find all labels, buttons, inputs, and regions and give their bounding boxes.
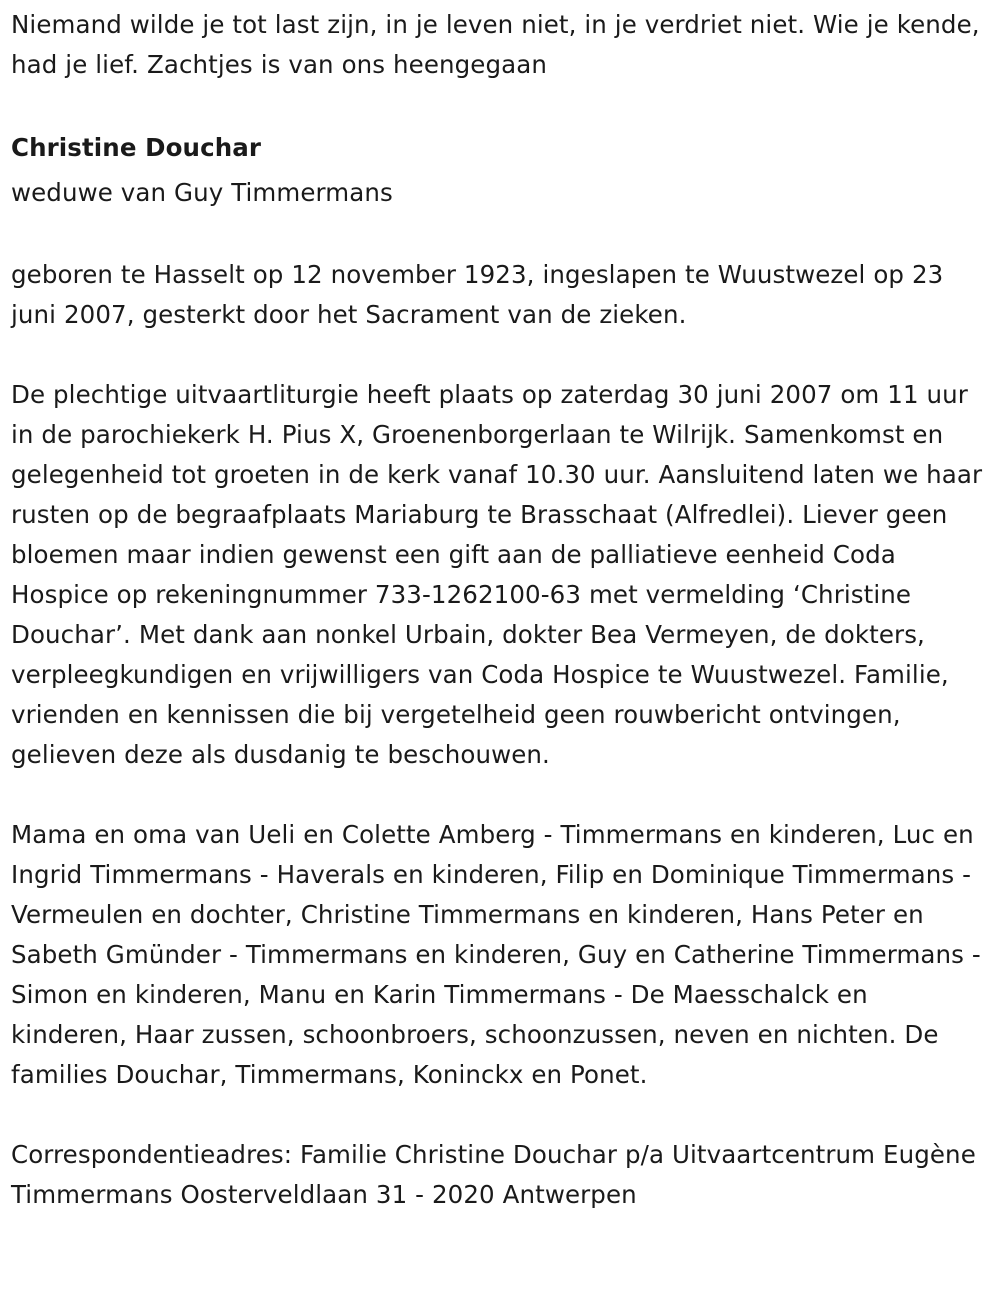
- funeral-paragraph: De plechtige uitvaartliturgie heeft plaats op zaterdag 30 juni 2007 om 11 uur in de parochiekerk H. Pius X, Groenenborgerlaan te Wilrijk. Samenkomst en gelegenheid tot groeten in de kerk vanaf 10.30 uur. Aansluitend laten we haar rusten op de begraafplaats Mariaburg te Brasschaat (Alfredlei). Liever geen bloemen maar indien gewenst een gift aan de palliatieve eenheid Coda Hospice op rekeningnummer 733-1262100-63 met vermelding ‘Christine Douchar’. Met dank aan nonkel Urbain, dokter Bea Vermeyen, de dokters, verpleegkundigen en vrijwilligers van Coda Hospice te Wuustwezel. Familie, vrienden en kennissen die bij vergetelheid geen rouwbericht ontvingen, gelieven deze als dusdanig te beschouwen.: [11, 380, 983, 769]
- deceased-name: Christine Douchar: [11, 133, 262, 162]
- intro-paragraph: Niemand wilde je tot last zijn, in je leven niet, in je verdriet niet. Wie je kende, had je lief. Zachtjes is van ons heengegaan: [11, 10, 980, 79]
- family-paragraph: Mama en oma van Ueli en Colette Amberg - Timmermans en kinderen, Luc en Ingrid Timmermans - Haverals en kinderen, Filip en Dominique Timmermans - Vermeulen en dochter, Christine Timmermans en kinderen, Hans Peter en Sabeth Gmünder - Timmermans en kinderen, Guy en Catherine Timmermans - Simon en kinderen, Manu en Karin Timmermans - De Maesschalck en kinderen, Haar zussen, schoonbroers, schoonzussen, neven en nichten. De families Douchar, Timmermans, Koninckx en Ponet.: [11, 820, 981, 1089]
- widow-of-line: weduwe van Guy Timmermans: [11, 178, 393, 207]
- correspondence-paragraph: Correspondentieadres: Familie Christine Douchar p/a Uitvaartcentrum Eugène Timmermans Oosterveldlaan 31 - 2020 Antwerpen: [11, 1140, 976, 1209]
- birth-death-paragraph: geboren te Hasselt op 12 november 1923, ingeslapen te Wuustwezel op 23 juni 2007, gesterkt door het Sacrament van de zieken.: [11, 260, 944, 329]
- obituary-document: [11, 0, 991, 1215]
